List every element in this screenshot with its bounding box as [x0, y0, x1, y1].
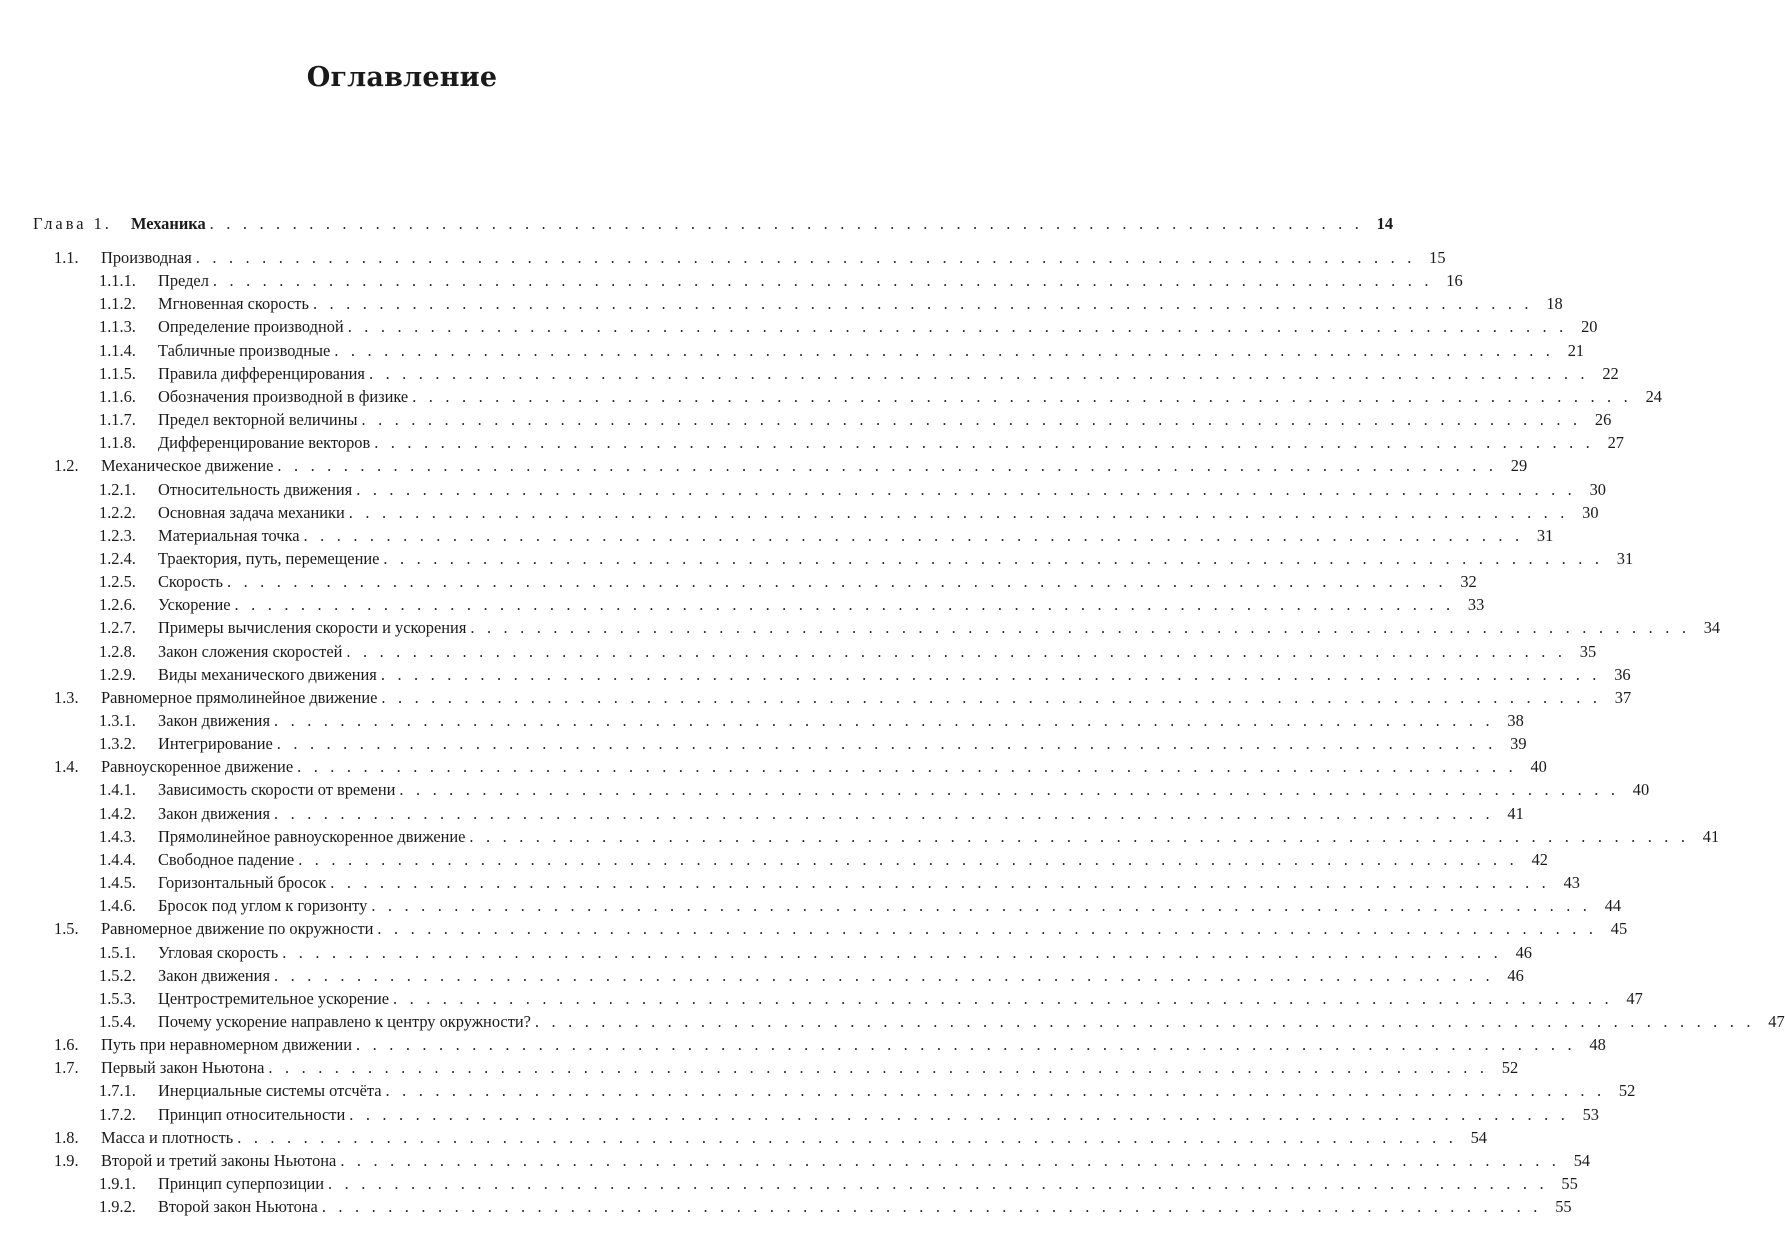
- entry-title: Правила дифференцирования: [158, 363, 365, 383]
- toc-subsection[interactable]: [99, 478, 1606, 501]
- entry-number: 1.4.2.: [99, 803, 136, 823]
- entry-page: 55: [1555, 1197, 1572, 1217]
- toc-subsection[interactable]: [99, 709, 1524, 732]
- dot-leader: . . . . . . . . . . . . . . . . . . . . . . . . . . . . . . . . . . . . . . . . . . . . . . . . . . . . . . . . . . . . . . . . . . . . . . . . . .: [334, 340, 1555, 360]
- entry-title: Определение производной: [158, 317, 344, 337]
- toc-subsection[interactable]: [99, 1172, 1578, 1195]
- entry-number: 1.1.7.: [99, 410, 136, 429]
- dot-leader: . . . . . . . . . . . . . . . . . . . . . . . . . . . . . . . . . . . . . . . . . . . . . . . . . . . . . . . . . . . . . . . . . . . . . . . . . .: [282, 942, 1502, 962]
- entry-number: 1.1.8.: [99, 433, 136, 453]
- dot-leader: . . . . . . . . . . . . . . . . . . . . . . . . . . . . . . . . . . . . . . . . . . . . . . . . . . . . . . . . . . . . . . . . . . . . . . . . . .: [234, 595, 1455, 615]
- entry-title: Первый закон Ньютона: [101, 1058, 265, 1078]
- toc-section[interactable]: [54, 686, 1632, 709]
- entry-number: 1.9.: [54, 1150, 79, 1170]
- entry-page: 36: [1614, 664, 1631, 684]
- entry-title: Примеры вычисления скорости и ускорения: [158, 618, 467, 638]
- toc-subsection[interactable]: [99, 593, 1485, 616]
- toc-subsection[interactable]: [99, 408, 1612, 431]
- toc-subsection[interactable]: [99, 1010, 1785, 1033]
- entry-page: 46: [1515, 942, 1532, 962]
- dot-leader: . . . . . . . . . . . . . . . . . . . . . . . . . . . . . . . . . . . . . . . . . . . . . . . . . . . . . . . . . . . . . . . . . . . . . . . . . .: [469, 826, 1690, 846]
- dot-leader: . . . . . . . . . . . . . . . . . . . . . . . . . . . . . . . . . . . . . . . . . . . . . . . . . . . . . . . . . . . . . . . . . . . . . . . . . .: [349, 1104, 1569, 1124]
- entry-title: Скорость: [158, 572, 223, 592]
- entry-title: Закон сложения скоростей: [158, 641, 343, 661]
- toc-subsection[interactable]: [99, 941, 1532, 964]
- entry-number: 1.2.: [54, 456, 79, 476]
- entry-page: 42: [1531, 849, 1548, 869]
- entry-number: 1.1.2.: [99, 294, 136, 314]
- entry-title: Центростремительное ускорение: [158, 988, 390, 1008]
- entry-number: 1.5.1.: [99, 942, 136, 962]
- dot-leader: . . . . . . . . . . . . . . . . . . . . . . . . . . . . . . . . . . . . . . . . . . . . . . . . . . . . . . . . . . . . . . . . . . . . . . . . . .: [321, 1197, 1542, 1217]
- entry-page: 40: [1632, 780, 1650, 800]
- entry-title: Принцип относительности: [158, 1104, 346, 1124]
- entry-number: 1.3.2.: [99, 734, 136, 754]
- entry-page: 41: [1702, 826, 1720, 846]
- entry-title: Второй закон Ньютона: [158, 1197, 318, 1217]
- toc-subsection[interactable]: [99, 547, 1634, 570]
- entry-number: 1.7.2.: [99, 1104, 136, 1124]
- toc-section[interactable]: [54, 755, 1547, 778]
- entry-number: 1.4.5.: [99, 873, 136, 892]
- dot-leader: . . . . . . . . . . . . . . . . . . . . . . . . . . . . . . . . . . . . . . . . . . . . . . . . . . . . . . . . . . . . . . . . . . . . . . . . . .: [399, 780, 1620, 800]
- entry-title: Зависимость скорости от времени: [158, 780, 396, 800]
- toc-subsection[interactable]: [99, 802, 1524, 825]
- dot-leader: . . . . . . . . . . . . . . . . . . . . . . . . . . . . . . . . . . . . . . . . . . . . . . . . . . . . . . . . . . . . . . . . . . . . . . . . . .: [361, 410, 1582, 429]
- entry-page: 20: [1581, 317, 1598, 337]
- entry-number: 1.2.3.: [99, 525, 136, 545]
- toc-subsection[interactable]: [99, 778, 1650, 801]
- entry-number: 1.4.4.: [99, 849, 136, 869]
- entry-page: 41: [1507, 803, 1524, 823]
- entry-page: 47: [1626, 988, 1643, 1008]
- entry-title: Механическое движение: [101, 456, 274, 476]
- dot-leader: . . . . . . . . . . . . . . . . . . . . . . . . . . . . . . . . . . . . . . . . . . . . . . . . . . . . . . . . . . . . . . . . . . . . . . . . . .: [356, 1035, 1576, 1055]
- entry-page: 21: [1567, 340, 1585, 360]
- entry-page: 34: [1703, 618, 1721, 638]
- toc-subsection[interactable]: [99, 848, 1548, 871]
- entry-page: 30: [1589, 479, 1606, 499]
- entry-page: 53: [1582, 1104, 1599, 1124]
- toc-section[interactable]: [54, 1033, 1606, 1056]
- entry-title: Материальная точка: [158, 525, 300, 545]
- entry-page: 52: [1501, 1058, 1519, 1078]
- entry-title: Производная: [101, 248, 192, 267]
- dot-leader: . . . . . . . . . . . . . . . . . . . . . . . . . . . . . . . . . . . . . . . . . . . . . . . . . . . . . . . . . . . . . . . . . . . . . . . . . .: [340, 1150, 1561, 1170]
- entry-page: 29: [1510, 456, 1528, 476]
- entry-title: Мгновенная скорость: [158, 294, 309, 314]
- entry-title: Почему ускорение направлено к центру окружности?: [158, 1011, 531, 1031]
- entry-title: Обозначения производной в физике: [158, 386, 409, 406]
- toc-subsection[interactable]: [99, 894, 1622, 917]
- dot-leader: . . . . . . . . . . . . . . . . . . . . . . . . . . . . . . . . . . . . . . . . . . . . . . . . . . . . . . . . . . . . . . . . . . . . . . . . . .: [534, 1011, 1755, 1031]
- entry-number: 1.5.3.: [99, 988, 136, 1008]
- entry-number: 1.9.1.: [99, 1174, 136, 1193]
- entry-page: 54: [1470, 1127, 1487, 1147]
- entry-title: Предел: [158, 271, 209, 291]
- entry-title: Предел векторной величины: [158, 410, 358, 429]
- dot-leader: . . . . . . . . . . . . . . . . . . . . . . . . . . . . . . . . . . . . . . . . . . . . . . . . . . . . . . . . . . . . . . . . . . . . . . . . . .: [346, 641, 1567, 661]
- dot-leader: . . . . . . . . . . . . . . . . . . . . . . . . . . . . . . . . . . . . . . . . . . . . . . . . . . . . . . . . . . . . . . . . . . . . . . . . . .: [268, 1058, 1489, 1078]
- entry-title: Равноускоренное движение: [101, 757, 294, 777]
- toc-subsection[interactable]: [99, 570, 1477, 593]
- entry-title: Путь при неравномерном движении: [101, 1035, 353, 1055]
- dot-leader: . . . . . . . . . . . . . . . . . . . . . . . . . . . . . . . . . . . . . . . . . . . . . . . . . . . . . . . . . . . . . . . . . . . . . . . . . .: [383, 549, 1604, 568]
- entry-number: 1.3.1.: [99, 711, 136, 730]
- toc-section[interactable]: [54, 454, 1528, 477]
- entry-number: 1.2.1.: [99, 479, 136, 499]
- entry-page: 22: [1602, 363, 1619, 383]
- entry-number: 1.3.: [54, 687, 79, 707]
- entry-number: 1.7.: [54, 1058, 79, 1078]
- entry-title: Прямолинейное равноускоренное движение: [158, 826, 466, 846]
- dot-leader: . . . . . . . . . . . . . . . . . . . . . . . . . . . . . . . . . . . . . . . . . . . . . . . . . . . . . . . . . . . . . . . . . . . . . . . . . .: [297, 757, 1517, 777]
- entry-title: Второй и третий законы Ньютона: [101, 1150, 337, 1170]
- entry-page: 32: [1460, 572, 1477, 592]
- dot-leader: . . . . . . . . . . . . . . . . . . . . . . . . . . . . . . . . . . . . . . . . . . . . . . . . . . . . . . . . . . . . . . . . . . . . . . . . . .: [381, 687, 1602, 707]
- entry-page: 52: [1618, 1081, 1636, 1101]
- entry-page: 33: [1467, 595, 1485, 615]
- entry-title: Равномерное прямолинейное движение: [101, 687, 378, 707]
- dot-leader: . . . . . . . . . . . . . . . . . . . . . . . . . . . . . . . . . . . . . . . . . . . . . . . . . . . . . . . . . . . . . . . . . . . . . . . . . .: [412, 386, 1632, 406]
- entry-number: 1.6.: [54, 1035, 79, 1055]
- toc-subsection[interactable]: [99, 362, 1619, 385]
- entry-number: 1.1.4.: [99, 340, 136, 360]
- entry-title: Закон движения: [158, 803, 270, 823]
- chapter-title: Механика: [131, 214, 206, 233]
- dot-leader: . . . . . . . . . . . . . . . . . . . . . . . . . . . . . . . . . . . . . . . . . . . . . . . . . . . . . . . . . . . . . . . . . . . . . . . . . .: [312, 294, 1533, 314]
- entry-number: 1.1.: [54, 248, 79, 267]
- entry-number: 1.7.1.: [99, 1081, 136, 1101]
- entry-title: Угловая скорость: [158, 942, 279, 962]
- toc-subsection[interactable]: [99, 524, 1554, 547]
- entry-title: Ускорение: [158, 595, 231, 615]
- entry-page: 40: [1530, 757, 1547, 777]
- entry-title: Закон движения: [158, 711, 270, 730]
- entry-number: 1.1.5.: [99, 363, 136, 383]
- entry-page: 16: [1446, 271, 1463, 291]
- chapter-prefix: Глава 1.: [33, 214, 112, 233]
- entry-title: Масса и плотность: [101, 1127, 234, 1147]
- toc-section[interactable]: [54, 1126, 1487, 1149]
- entry-title: Основная задача механики: [158, 502, 345, 522]
- dot-leader: . . . . . . . . . . . . . . . . . . . . . . . . . . . . . . . . . . . . . . . . . . . . . . . . . . . . . . . . . . . . . . . . . . . . . . . . . .: [274, 711, 1494, 730]
- page-title: Оглавление: [306, 62, 498, 93]
- toc-subsection[interactable]: [99, 1079, 1636, 1102]
- toc-subsection[interactable]: [99, 640, 1597, 663]
- dot-leader: . . . . . . . . . . . . . . . . . . . . . . . . . . . . . . . . . . . . . . . . . . . . . . . . . . . . . . . . . . . . . . . . . . . . . . . . . .: [277, 456, 1498, 476]
- dot-leader: . . . . . . . . . . . . . . . . . . . . . . . . . . . . . . . . . . . . . . . . . . . . . . . . . . . . . . . . . . . . . . . . . . . . . . . . . .: [368, 363, 1589, 383]
- toc-subsection[interactable]: [99, 1195, 1572, 1218]
- entry-title: Равномерное движение по окружности: [101, 919, 374, 939]
- entry-title: Относительность движения: [158, 479, 353, 499]
- toc-subsection[interactable]: [99, 732, 1527, 755]
- entry-page: 37: [1614, 687, 1632, 707]
- entry-number: 1.4.6.: [99, 896, 136, 916]
- dot-leader: . . . . . . . . . . . . . . . . . . . . . . . . . . . . . . . . . . . . . . . . . . . . . . . . . . . . . . . . . . . . . . . . . . . . . . . . . .: [347, 317, 1568, 337]
- entry-page: 43: [1563, 873, 1580, 892]
- entry-title: Дифференцирование векторов: [158, 433, 371, 453]
- dot-leader: . . . . . . . . . . . . . . . . . . . . . . . . . . . . . . . . . . . . . . . . . . . . . . . . . . . . . . . . . . . . . . . . . . . . . . . . . .: [195, 248, 1416, 267]
- entry-number: 1.5.2.: [99, 965, 136, 985]
- entry-title: Закон движения: [158, 965, 270, 985]
- entry-page: 45: [1610, 919, 1628, 939]
- entry-title: Свободное падение: [158, 849, 295, 869]
- dot-leader: . . . . . . . . . . . . . . . . . . . . . . . . . . . . . . . . . . . . . . . . . . . . . . . . . . . . . . . . . . . . . . . . . . . . . . . . . .: [470, 618, 1691, 638]
- dot-leader: . . . . . . . . . . . . . . . . . . . . . . . . . . . . . . . . . . . . . . . . . . . . . . . . . . . . . . . . . . . . . . . . . . . . . . . . . .: [371, 896, 1592, 916]
- entry-title: Принцип суперпозиции: [158, 1174, 325, 1193]
- dot-leader: . . . . . . . . . . . . . . . . . . . . . . . . . . . . . . . . . . . . . . . . . . . . . . . . . . . . . . . . . . . . . . . . . . . . . . . . . .: [274, 803, 1494, 823]
- dot-leader: . . . . . . . . . . . . . . . . . . . . . . . . . . . . . . . . . . . . . . . . . . . . . . . . . . . . . . . . . . . . . . . . . . . . . . . . . .: [237, 1127, 1457, 1147]
- toc-subsection[interactable]: [99, 1103, 1599, 1126]
- entry-page: 39: [1510, 734, 1527, 754]
- toc-subsection[interactable]: [99, 501, 1599, 524]
- dot-leader: . . . . . . . . . . . . . . . . . . . . . . . . . . . . . . . . . . . . . . . . . . . . . . . . . . . . . . . . . . . . . . . . . . . . . . . . . .: [377, 919, 1598, 939]
- entry-page: 30: [1582, 502, 1599, 522]
- chapter-page: 14: [1376, 214, 1394, 233]
- entry-page: 31: [1536, 525, 1554, 545]
- entry-number: 1.2.7.: [99, 618, 136, 638]
- entry-page: 18: [1546, 294, 1563, 314]
- dot-leader: . . . . . . . . . . . . . . . . . . . . . . . . . . . . . . . . . . . . . . . . . . . . . . . . . . . . . . . . . . . . . . . . . . . . . . . . . .: [303, 525, 1524, 545]
- entry-number: 1.2.2.: [99, 502, 136, 522]
- dot-leader: . . . . . . . . . . . . . . . . . . . . . . . . . . . . . . . . . . . . . . . . . . . . . . . . . . . . . . . . . . . . . . . . . . . . . . . . . .: [348, 502, 1569, 522]
- dot-leader: . . . . . . . . . . . . . . . . . . . . . . . . . . . . . . . . . . . . . . . . . . . . . . . . . . . . . . . . . . . . . . . . . . . . . . . . . .: [374, 433, 1594, 453]
- dot-leader: . . . . . . . . . . . . . . . . . . . . . . . . . . . . . . . . . . . . . . . . . . . . . . . . . . . . . . . . . . . . . . . . . . . . . . . . . .: [330, 873, 1550, 892]
- entry-number: 1.2.6.: [99, 595, 136, 615]
- toc-subsection[interactable]: [99, 871, 1580, 894]
- dot-leader: . . . . . . . . . . . . . . . . . . . . . . . . . . . . . . . . . . . . . . . . . . . . . . . . . . . . . . . . . . . . . . . . . . . . . . . . . .: [393, 988, 1613, 1008]
- toc-subsection[interactable]: [99, 292, 1563, 315]
- entry-title: Интегрирование: [158, 734, 273, 754]
- entry-title: Инерциальные системы отсчёта: [158, 1081, 382, 1101]
- entry-number: 1.4.1.: [99, 780, 136, 800]
- entry-number: 1.2.8.: [99, 641, 136, 661]
- toc-subsection[interactable]: [99, 616, 1721, 639]
- dot-leader: . . . . . . . . . . . . . . . . . . . . . . . . . . . . . . . . . . . . . . . . . . . . . . . . . . . . . . . . . . . . . . . . . . . . . . . . . .: [276, 734, 1497, 754]
- entry-number: 1.1.1.: [99, 271, 136, 291]
- toc-section[interactable]: [54, 1056, 1519, 1079]
- dot-leader: . . . . . . . . . . . . . . . . . . . . . . . . . . . . . . . . . . . . . . . . . . . . . . . . . . . . . . . . . . . . . . . . . . . . . . . . . .: [380, 664, 1601, 684]
- dot-leader: . . . . . . . . . . . . . . . . . . . . . . . . . . . . . . . . . . . . . . . . . . . . . . . . . . . . . . . . . . . . . . . . . . . . . . . . . .: [274, 965, 1494, 985]
- entry-number: 1.2.5.: [99, 572, 136, 592]
- entry-title: Табличные производные: [158, 340, 331, 360]
- entry-page: 35: [1579, 641, 1597, 661]
- entry-number: 1.5.4.: [99, 1011, 136, 1031]
- entry-page: 48: [1589, 1035, 1606, 1055]
- entry-title: Траектория, путь, перемещение: [158, 549, 380, 568]
- entry-number: 1.9.2.: [99, 1197, 136, 1217]
- entry-number: 1.5.: [54, 919, 79, 939]
- toc-subsection[interactable]: [99, 269, 1463, 292]
- entry-number: 1.1.6.: [99, 386, 136, 406]
- toc-section[interactable]: [54, 1149, 1591, 1172]
- entry-page: 31: [1616, 549, 1634, 568]
- entry-title: Горизонтальный бросок: [158, 873, 327, 892]
- toc-section[interactable]: [54, 917, 1628, 940]
- entry-page: 44: [1604, 896, 1622, 916]
- entry-page: 15: [1429, 248, 1446, 267]
- dot-leader: . . . . . . . . . . . . . . . . . . . . . . . . . . . . . . . . . . . . . . . . . . . . . . . . . . . . . . . . . . . . . . . . . . . . . .: [209, 214, 1364, 233]
- entry-page: 38: [1507, 711, 1524, 730]
- entry-number: 1.2.4.: [99, 549, 136, 568]
- entry-number: 1.2.9.: [99, 664, 136, 684]
- toc-subsection[interactable]: [99, 385, 1662, 408]
- entry-page: 54: [1573, 1150, 1591, 1170]
- toc-subsection[interactable]: [99, 663, 1631, 686]
- dot-leader: . . . . . . . . . . . . . . . . . . . . . . . . . . . . . . . . . . . . . . . . . . . . . . . . . . . . . . . . . . . . . . . . . . . . . . . . . .: [226, 572, 1447, 592]
- toc-subsection[interactable]: [99, 431, 1624, 454]
- toc-subsection[interactable]: [99, 825, 1720, 848]
- toc-chapter[interactable]: [33, 212, 1394, 235]
- toc-subsection[interactable]: [99, 315, 1598, 338]
- entry-page: 55: [1561, 1174, 1578, 1193]
- entry-title: Бросок под углом к горизонту: [158, 896, 368, 916]
- toc-subsection[interactable]: [99, 339, 1585, 362]
- toc-subsection[interactable]: [99, 987, 1643, 1010]
- entry-number: 1.4.3.: [99, 826, 136, 846]
- entry-number: 1.8.: [54, 1127, 79, 1147]
- entry-number: 1.1.3.: [99, 317, 136, 337]
- dot-leader: . . . . . . . . . . . . . . . . . . . . . . . . . . . . . . . . . . . . . . . . . . . . . . . . . . . . . . . . . . . . . . . . . . . . . . . . . .: [212, 271, 1433, 291]
- dot-leader: . . . . . . . . . . . . . . . . . . . . . . . . . . . . . . . . . . . . . . . . . . . . . . . . . . . . . . . . . . . . . . . . . . . . . . . . . .: [356, 479, 1576, 499]
- entry-number: 1.4.: [54, 757, 79, 777]
- toc-subsection[interactable]: [99, 964, 1524, 987]
- toc-section[interactable]: [54, 246, 1446, 269]
- entry-page: 47: [1768, 1011, 1785, 1031]
- entry-page: 27: [1607, 433, 1624, 453]
- entry-page: 24: [1645, 386, 1662, 406]
- entry-page: 26: [1594, 410, 1612, 429]
- dot-leader: . . . . . . . . . . . . . . . . . . . . . . . . . . . . . . . . . . . . . . . . . . . . . . . . . . . . . . . . . . . . . . . . . . . . . . . . . .: [298, 849, 1518, 869]
- dot-leader: . . . . . . . . . . . . . . . . . . . . . . . . . . . . . . . . . . . . . . . . . . . . . . . . . . . . . . . . . . . . . . . . . . . . . . . . . .: [328, 1174, 1548, 1193]
- dot-leader: . . . . . . . . . . . . . . . . . . . . . . . . . . . . . . . . . . . . . . . . . . . . . . . . . . . . . . . . . . . . . . . . . . . . . . . . . .: [385, 1081, 1606, 1101]
- entry-page: 46: [1507, 965, 1524, 985]
- entry-title: Виды механического движения: [158, 664, 377, 684]
